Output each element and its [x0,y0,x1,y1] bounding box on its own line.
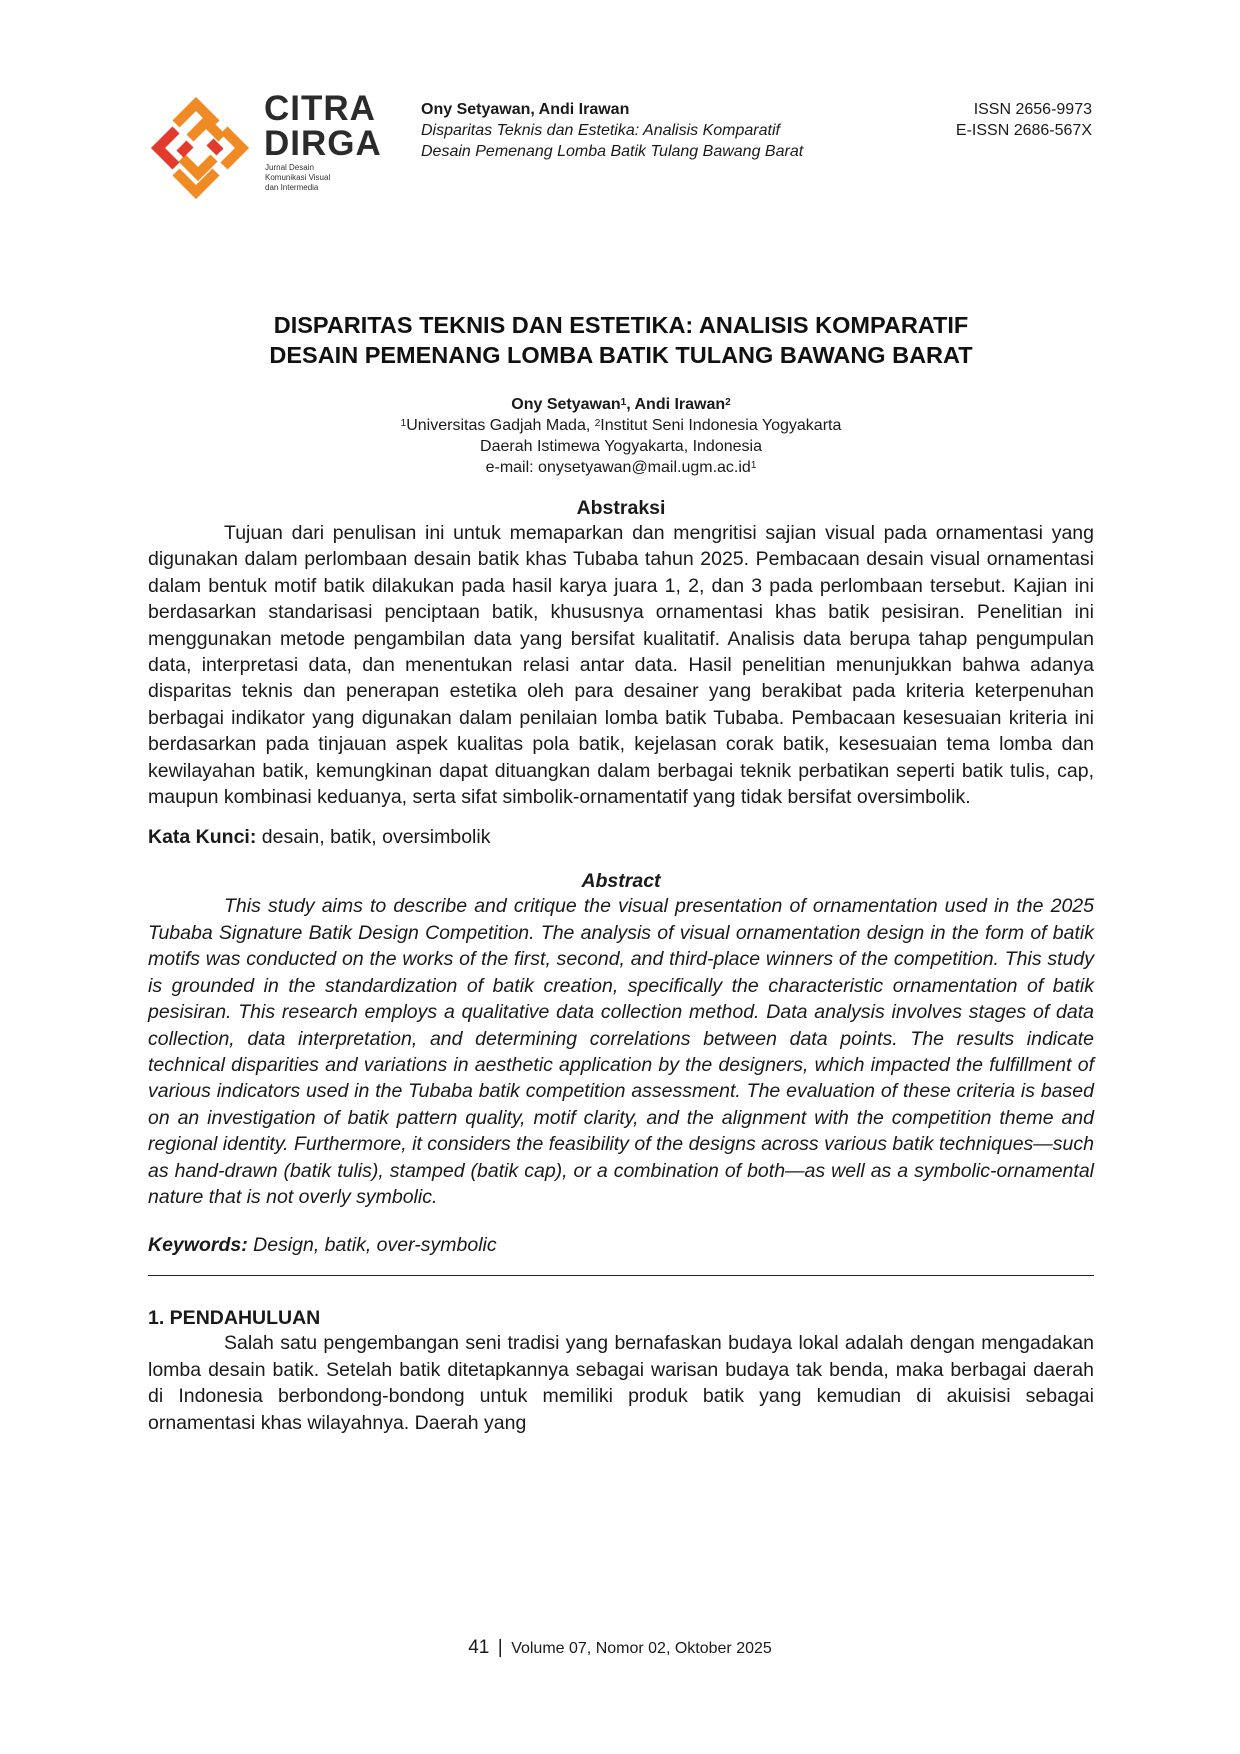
affiliation-superscript: 1 [400,418,407,429]
page-number: 41 [468,1637,490,1658]
abstract-en-block [148,870,1094,1258]
abstraksi-heading: Abstraksi [576,497,666,519]
running-head-title-line: Desain Pemenang Lomba Batik Tulang Bawang Barat [421,143,804,160]
keywords [148,1232,1094,1258]
volume-info: Volume 07, Nomor 02, Oktober 2025 [511,1640,772,1657]
page-footer [0,1637,1240,1660]
logo-subtitle-line: Komunikasi Visual [265,173,331,182]
journal-logo [146,89,396,199]
article-title [148,310,1094,370]
author-superscript: 1 [620,397,627,408]
logo-subtitle-line: Jurnal Desain [265,163,314,172]
author-location: Daerah Istimewa Yogyakarta, Indonesia [480,438,762,455]
issn-print: ISSN 2656-9973 [973,101,1092,118]
affiliation: Institut Seni Indonesia Yogyakarta [600,417,842,434]
affiliation: Universitas Gadjah Mada, [406,417,595,434]
abstraksi-paragraph: Tujuan dari penulisan ini untuk memaparkan dan mengritisi sajian visual pada ornamentasi yang digunakan dalam perlombaan desain batik khas Tubaba tahun 2025. Pembacaan desain visual ornamentasi dalam bentuk motif batik dilakukan pada hasil karya juara 1, 2, dan 3 pada perlombaan tersebut. Kajian ini berdasarkan standarisasi penciptaan batik, khususnya ornamentasi khas batik pesisiran. Penelitian ini menggunakan metode pengambilan data yang bersifat kualitatif. Analisis data berupa tahap pengumpulan data, interpretasi data, dan menentukan relasi antar data. Hasil penelitian menunjukkan bahwa adanya disparitas teknis dan penerapan estetika oleh para desainer yang berakibat pada kriteria keterpenuhan berbagai indikator yang digunakan dalam penilaian lomba batik Tubaba. Pembacaan kesesuaian kriteria ini berdasarkan pada tinjauan aspek kualitas pola batik, kejelasan corak batik, kesesuaian tema lomba dan kewilayahan batik, kemungkinan dapat dituangkan dalam berbagai teknik perbatikan seperti batik tulis, cap, maupun kombinasi keduanya, serta sifat simbolik-ornamentatif yang tidak bersifat oversimbolik. [148,522,1094,809]
article-title-line: DISPARITAS TEKNIS DAN ESTETIKA: ANALISIS KOMPARATIF [273,312,969,338]
running-head [421,99,803,162]
abstract-paragraph: This study aims to describe and critique the visual presentation of ornamentation used in the 2025 Tubaba Signature Batik Design Competition. The analysis of visual ornamentation design in the form of batik motifs was conducted on the works of the first, second, and third-place winners of the competition. This study is grounded in the standardization of batik creation, specifically the characteristic ornamentation of batik pesisiran. This research employs a qualitative data collection method. Data analysis involves stages of data collection, data interpretation, and determining correlations between data points. The results indicate technical disparities and variations in aesthetic application by the designers, which impacted the fulfillment of various indicators used in the Tubaba batik competition assessment. The evaluation of these criteria is based on an investigation of batik pattern quality, motif clarity, and the alignment with the competition theme and regional identity. Furthermore, it considers the feasibility of the designs across various batik techniques—such as hand-drawn (batik tulis), stamped (batik cap), or a combination of both—as well as a symbolic-ornamental nature that is not overly symbolic. [148,895,1094,1208]
citra-dirga-emblem-icon [146,94,258,200]
section-paragraph: Salah satu pengembangan seni tradisi yang bernafaskan budaya lokal adalah dengan mengadakan lomba desain batik. Setelah batik ditetapkannya sebagai warisan budaya tak benda, maka berbagai daerah di Indonesia berbondong-bondong untuk memiliki produk batik yang kemudian di akuisisi sebagai ornamentasi khas wilayahnya. Daerah yang [148,1332,1094,1434]
issn-block [956,99,1092,141]
kata-kunci-text: desain, batik, oversimbolik [256,826,491,849]
author-name: Andi Irawan [634,396,726,413]
keywords-label: Keywords: [148,1234,248,1257]
author-name: Ony Setyawan [511,396,621,413]
logo-subtitle-line: dan Intermedia [265,183,319,192]
kata-kunci [148,824,1094,850]
footer-separator: | [497,1637,503,1658]
kata-kunci-label: Kata Kunci: [148,826,257,849]
section-heading: 1. PENDAHULUAN [148,1307,321,1330]
author-names: Ony Setyawan$^1$, Andi Irawan$^2$ [511,396,731,413]
section-divider [148,1275,1094,1276]
page-header [0,0,1240,200]
issn-electronic: E-ISSN 2686-567X [955,122,1092,139]
logo-subtitle [265,163,395,193]
keywords-text: Design, batik, over-symbolic [247,1234,497,1257]
author-superscript: 2 [725,397,731,408]
running-head-authors: Ony Setyawan, Andi Irawan [421,101,630,118]
running-head-title-line: Disparitas Teknis dan Estetika: Analisis Komparatif [421,122,780,139]
abstract-heading: Abstract [581,870,661,893]
logo-wordmark-citra: CITRA [264,89,376,128]
logo-wordmark-dirga: DIRGA [264,124,382,163]
author-email-line [148,457,1094,478]
email-superscript: 1 [750,460,757,471]
author-block [148,394,1094,478]
author-affiliations [148,415,1094,436]
affiliation-superscript: 2 [594,418,601,429]
article-body [148,310,1094,1436]
author-email: e-mail: onysetyawan@mail.ugm.ac.id [485,459,751,476]
article-title-line: DESAIN PEMENANG LOMBA BATIK TULANG BAWANG BARAT [269,342,973,368]
